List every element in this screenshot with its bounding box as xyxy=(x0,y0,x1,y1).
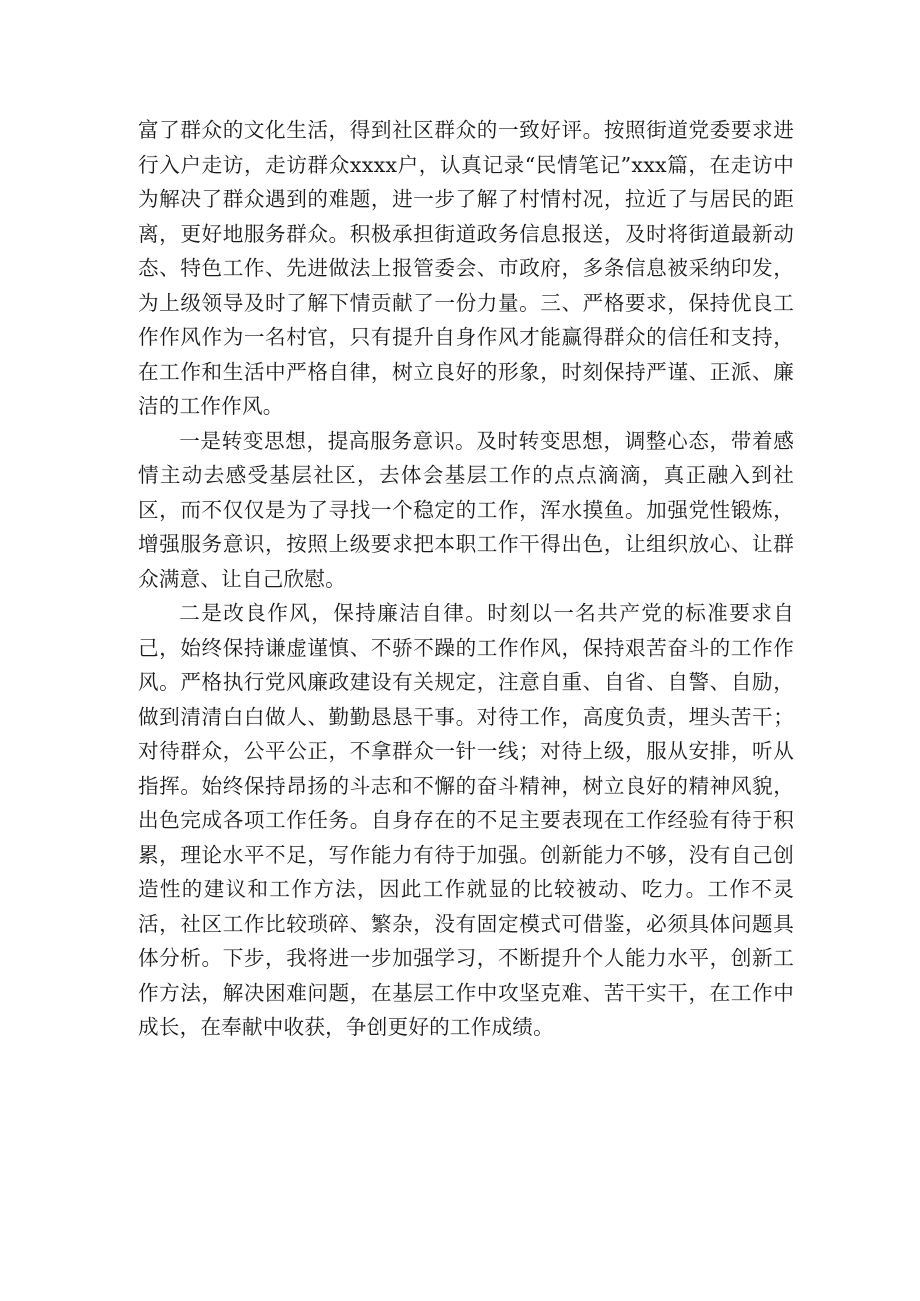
paragraph-improve-style: 二是改良作风，保持廉洁自律。时刻以一名共产党的标准要求自己，始终保持谦虚谨慎、不骄不躁的工作作风，保持艰苦奋斗的工作作风。严格执行党风廉政建设有关规定，注意自重、自省、自警、自励，做到清清白白做人、勤勤恳恳干事。对待工作，高度负责，埋头苦干；对待群众，公平公正，不拿群众一针一线；对待上级，服从安排，听从指挥。始终保持昂扬的斗志和不懈的奋斗精神，树立良好的精神风貌，出色完成各项工作任务。自身存在的不足主要表现在工作经验有待于积累，理论水平不足，写作能力有待于加强。创新能力不够，没有自己创造性的建议和工作方法，因此工作就显的比较被动、吃力。工作不灵活，社区工作比较琐碎、繁杂，没有固定模式可借鉴，必须具体问题具体分析。下步，我将进一步加强学习，不断提升个人能力水平，创新工作方法，解决困难问题，在基层工作中攻坚克难、苦干实干，在工作中成长，在奉献中收获，争创更好的工作成绩。 xyxy=(138,601,794,1039)
paragraph-transform-thinking: 一是转变思想，提高服务意识。及时转变思想，调整心态，带着感情主动去感受基层社区，去体会基层工作的点点滴滴，真正融入到社区，而不仅仅是为了寻找一个稳定的工作，浑水摸鱼。加强党性锻炼，增强服务意识，按照上级要求把本职工作干得出色，让组织放心、让群众满意、让自己欣慰。 xyxy=(138,428,794,591)
document-body xyxy=(138,113,794,1045)
paragraph-continuation: 富了群众的文化生活，得到社区群众的一致好评。按照街道党委要求进行入户走访，走访群众xxxx户，认真记录“民情笔记”xxx篇，在走访中为解决了群众遇到的难题，进一步了解了村情村况，拉近了与居民的距离，更好地服务群众。积极承担街道政务信息报送，及时将街道最新动态、特色工作、先进做法上报管委会、市政府，多条信息被采纳印发，为上级领导及时了解下情贡献了一份力量。三、严格要求，保持优良工作作风作为一名村官，只有提升自身作风才能赢得群众的信任和支持，在工作和生活中严格自律，树立良好的形象，时刻保持严谨、正派、廉洁的工作作风。 xyxy=(138,118,794,418)
